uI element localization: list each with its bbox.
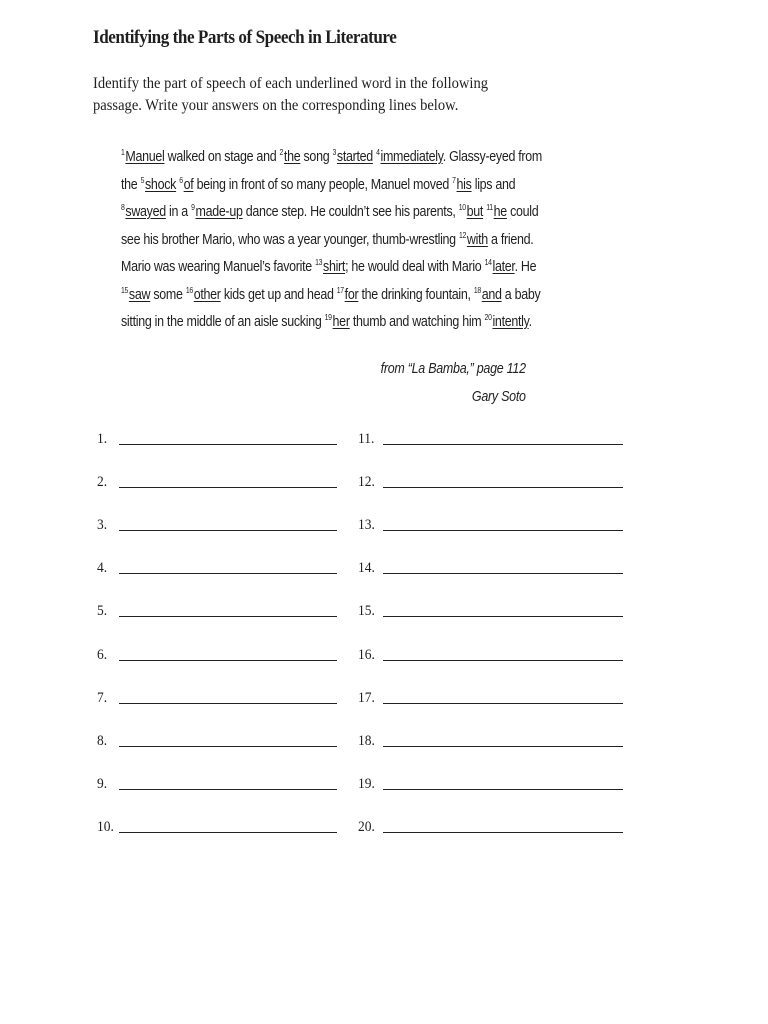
answer-blank-line[interactable]	[383, 660, 623, 661]
answer-item	[358, 773, 623, 793]
underlined-word: made-up	[195, 204, 243, 220]
word-number: 10	[458, 203, 466, 212]
answer-item	[97, 687, 337, 707]
answer-blank-line[interactable]	[119, 746, 337, 747]
underlined-word: shock	[144, 176, 177, 193]
answer-item	[358, 514, 623, 534]
answer-item	[97, 514, 337, 534]
answer-item	[358, 600, 623, 620]
answer-blank-line[interactable]	[119, 573, 337, 574]
underlined-word: the	[283, 149, 301, 165]
answer-number: 16.	[358, 646, 375, 663]
underlined-word: other	[193, 286, 221, 303]
word-number: 12	[458, 230, 467, 240]
answer-number: 7.	[97, 689, 108, 706]
word-number: 9	[191, 203, 195, 212]
word-number: 6	[179, 175, 183, 185]
underlined-word: of	[183, 176, 194, 193]
source-citation: from “La Bamba,” page 112	[380, 361, 526, 377]
answer-blank-line[interactable]	[383, 789, 623, 790]
word-number: 7	[452, 175, 456, 185]
underlined-word: with	[466, 231, 488, 248]
passage-text: .	[528, 314, 532, 330]
answer-number: 20.	[358, 818, 375, 835]
underlined-word: for	[344, 286, 359, 303]
answer-blank-line[interactable]	[119, 703, 337, 704]
answer-blank-line[interactable]	[383, 746, 623, 747]
instructions-text: Identify the part of speech of each underlined word in the following passage. Write your answers on the corresponding lines below.	[93, 75, 489, 114]
passage-text: some	[150, 286, 186, 303]
word-number: 17	[336, 285, 344, 295]
underlined-word: swayed	[125, 204, 166, 220]
word-number: 11	[486, 203, 493, 212]
answer-number: 10.	[97, 818, 114, 835]
answer-item	[97, 557, 337, 577]
underlined-word: and	[481, 286, 502, 303]
underlined-word: immediately	[380, 149, 443, 165]
answer-item	[97, 428, 337, 448]
answer-blank-line[interactable]	[383, 703, 623, 704]
answer-blank-line[interactable]	[383, 444, 623, 445]
answer-blank-line[interactable]	[119, 487, 337, 488]
passage-text: could	[506, 204, 539, 220]
answer-number: 6.	[97, 646, 108, 663]
answer-blank-line[interactable]	[383, 616, 623, 617]
underlined-word: started	[336, 149, 373, 165]
word-number: 15	[121, 285, 129, 295]
answer-blank-line[interactable]	[119, 789, 337, 790]
answer-item	[97, 773, 337, 793]
answer-blank-line[interactable]	[119, 530, 337, 531]
answer-item	[97, 730, 337, 750]
answer-item	[97, 644, 337, 664]
word-number: 18	[473, 285, 481, 295]
passage-text: lips and	[471, 176, 516, 193]
answer-item	[358, 471, 623, 491]
passage-text: a friend.	[487, 231, 534, 248]
answer-item	[97, 471, 337, 491]
answer-item	[358, 428, 623, 448]
word-number: 8	[121, 203, 125, 212]
word-number: 20	[484, 313, 492, 322]
passage-text: . Glassy-eyed from	[442, 149, 543, 165]
word-number: 5	[140, 175, 145, 185]
source-author: Gary Soto	[472, 389, 526, 405]
passage-text: ; he would deal with Mario	[345, 259, 485, 275]
passage-text: kids get up and head	[220, 286, 337, 303]
passage-text: the	[121, 176, 141, 193]
answer-blank-line[interactable]	[119, 616, 337, 617]
answer-number: 19.	[358, 775, 375, 792]
underlined-word: saw	[128, 286, 151, 303]
passage-text: the drinking fountain,	[358, 286, 474, 303]
answer-item	[358, 557, 623, 577]
word-number: 16	[185, 285, 193, 295]
underlined-word: later	[492, 259, 515, 275]
underlined-word: Manuel	[125, 149, 165, 165]
passage-text: thumb and watching him	[349, 314, 485, 330]
answer-number: 12.	[358, 474, 375, 491]
word-number: 3	[332, 148, 337, 157]
word-number: 14	[484, 258, 492, 267]
answer-number: 8.	[97, 732, 108, 749]
passage-text: . He	[514, 259, 537, 275]
answer-blank-line[interactable]	[119, 660, 337, 661]
answer-number: 1.	[97, 431, 108, 447]
answer-item	[358, 730, 623, 750]
answer-blank-line[interactable]	[383, 573, 623, 574]
answer-number: 15.	[358, 603, 375, 620]
answer-number: 13.	[358, 517, 375, 534]
word-number: 19	[324, 313, 332, 322]
answer-blank-line[interactable]	[383, 530, 623, 531]
answer-number: 3.	[97, 517, 108, 534]
answer-number: 9.	[97, 775, 108, 792]
word-number: 13	[315, 258, 323, 267]
worksheet-title: Identifying the Parts of Speech in Literature	[93, 27, 397, 48]
answer-item	[97, 600, 337, 620]
passage-text: song	[300, 149, 333, 165]
answer-number: 5.	[97, 603, 108, 620]
underlined-word: her	[332, 314, 350, 330]
passage-text: sitting in the middle of an aisle sucking	[121, 314, 325, 330]
underlined-word: intently	[492, 314, 529, 330]
answer-number: 11.	[358, 431, 375, 447]
answer-number: 18.	[358, 732, 375, 749]
answer-number: 14.	[358, 560, 375, 577]
answer-number: 4.	[97, 560, 108, 577]
word-number: 1	[121, 148, 125, 157]
answer-item	[358, 816, 623, 836]
passage-text: walked on stage and	[164, 149, 280, 165]
answer-blank-line[interactable]	[383, 832, 623, 833]
underlined-word: but	[466, 204, 484, 220]
answer-blank-line[interactable]	[119, 444, 337, 445]
answer-number: 2.	[97, 474, 108, 491]
underlined-word: shirt	[323, 259, 346, 275]
answer-item	[358, 644, 623, 664]
underlined-word: his	[456, 176, 472, 193]
answer-item	[358, 687, 623, 707]
passage-text: in a	[165, 204, 192, 220]
word-number: 4	[376, 148, 380, 157]
passage-text: being in front of so many people, Manuel moved	[193, 176, 453, 193]
passage-text: a baby	[501, 286, 541, 303]
answer-number: 17.	[358, 689, 375, 706]
word-number: 2	[279, 148, 284, 157]
underlined-word: he	[493, 204, 507, 220]
answer-item	[97, 816, 337, 836]
passage-text: dance step. He couldn’t see his parents,	[242, 204, 459, 220]
answer-blank-line[interactable]	[383, 487, 623, 488]
answer-blank-line[interactable]	[119, 832, 337, 833]
passage-text: see his brother Mario, who was a year younger, thumb-wrestling	[121, 231, 459, 248]
passage-text: Mario was wearing Manuel’s favorite	[121, 259, 316, 275]
